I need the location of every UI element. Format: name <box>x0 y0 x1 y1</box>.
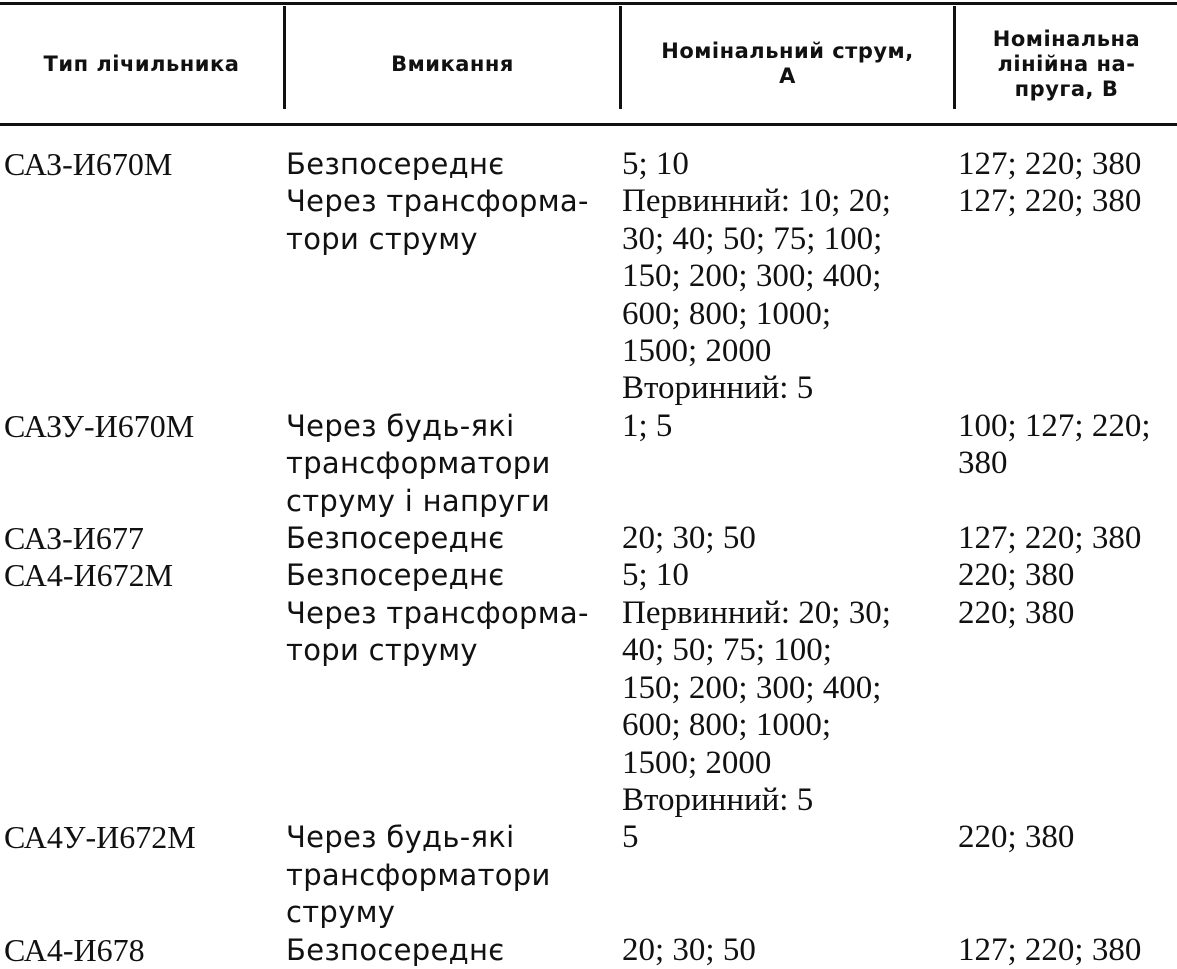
rated-current-line: Вторинний: 5 <box>622 370 814 407</box>
rated-voltage-line: 100; 127; 220; <box>958 407 1151 444</box>
connection-cell <box>286 557 622 594</box>
rated-voltage-line: 127; 220; 380 <box>958 146 1142 182</box>
rated-voltage-line: 127; 220; 380 <box>958 183 1142 220</box>
rated-current-line: 5; 10 <box>622 557 689 594</box>
connection-line: тори струму <box>286 221 478 256</box>
rated-current-cell <box>622 520 958 557</box>
header-connection-label: Вмикання <box>391 51 514 76</box>
table-row <box>0 146 1177 183</box>
rated-current-line: 5 <box>622 819 639 856</box>
rated-current-cell <box>622 819 958 856</box>
rated-voltage-line: 220; 380 <box>958 557 1075 594</box>
rated-current-line: Вторинний: 5 <box>622 781 814 818</box>
rated-current-cell <box>622 595 958 819</box>
meter-type: САЗ-И677 <box>4 520 144 557</box>
rated-current-line: 1500; 2000 <box>622 744 772 781</box>
table-row <box>0 183 1177 407</box>
top-rule <box>0 2 1177 5</box>
rated-current-line: 40; 50; 75; 100; <box>622 632 832 669</box>
rated-voltage-cell <box>958 819 1177 856</box>
rated-voltage-line: 220; 380 <box>958 594 1075 631</box>
connection-line: Безпосереднє <box>286 521 505 556</box>
table-body <box>0 146 1177 969</box>
rated-voltage-cell <box>958 557 1177 594</box>
rated-current-line: 600; 800; 1000; <box>622 707 832 744</box>
connection-line: Через будь-які <box>286 408 515 443</box>
connection-cell <box>286 595 622 670</box>
header-type-label: Тип лічильника <box>43 51 240 76</box>
meter-type: САЗУ-И670М <box>4 407 195 444</box>
rated-current-line: 150; 200; 300; 400; <box>622 669 882 706</box>
rated-voltage-cell <box>958 595 1177 632</box>
meter-type-cell <box>0 557 286 594</box>
table-row <box>0 408 1177 520</box>
connection-cell <box>286 183 622 258</box>
header-voltage-line-1: Номінальна <box>992 26 1141 51</box>
connection-line: Через будь-які <box>286 820 515 855</box>
meter-type: САЗ-И670М <box>4 146 173 182</box>
rated-current-line: 150; 200; 300; 400; <box>622 258 882 295</box>
table-row <box>0 595 1177 819</box>
rated-current-line: 20; 30; 50 <box>622 520 756 557</box>
meter-type-cell <box>0 520 286 557</box>
meter-type: СА4У-И672М <box>4 819 196 856</box>
connection-line: трансформатори <box>286 446 551 481</box>
connection-line: струму і напруги <box>286 483 551 518</box>
header-connection <box>286 8 619 120</box>
rated-current-cell <box>622 183 958 407</box>
connection-cell <box>286 146 622 183</box>
meter-type-cell <box>0 819 286 856</box>
rated-voltage-line: 127; 220; 380 <box>958 520 1142 557</box>
rated-voltage-cell <box>958 408 1177 483</box>
rated-voltage-line: 127; 220; 380 <box>958 931 1142 968</box>
connection-line: Безпосереднє <box>286 147 505 181</box>
meter-type-cell <box>0 932 286 969</box>
rated-current-line: Первинний: 10; 20; <box>622 183 891 220</box>
rated-current-line: 1500; 2000 <box>622 333 772 370</box>
rated-voltage-line: 220; 380 <box>958 819 1075 856</box>
rated-voltage-cell <box>958 520 1177 557</box>
rated-current-line: 600; 800; 1000; <box>622 295 832 332</box>
connection-line: струму <box>286 895 396 930</box>
header-rule <box>0 123 1177 126</box>
connection-line: Через трансформа- <box>286 595 589 630</box>
header-type <box>0 8 283 120</box>
table-row <box>0 520 1177 557</box>
rated-current-line: Первинний: 20; 30; <box>622 594 891 631</box>
meter-type: СА4-И678 <box>4 931 145 968</box>
table-row <box>0 819 1177 931</box>
rated-voltage-line: 380 <box>958 445 1008 482</box>
connection-cell <box>286 932 622 969</box>
meter-type-cell <box>0 408 286 445</box>
rated-current-cell <box>622 408 958 445</box>
connection-cell <box>286 408 622 520</box>
meter-type: СА4-И672М <box>4 557 174 594</box>
connection-line: трансформатори <box>286 857 551 892</box>
rated-current-line: 20; 30; 50 <box>622 931 756 968</box>
connection-line: Безпосереднє <box>286 932 505 967</box>
rated-voltage-cell <box>958 932 1177 969</box>
connection-line: тори струму <box>286 633 478 668</box>
rated-current-line: 5; 10 <box>622 146 689 182</box>
rated-current-line: 1; 5 <box>622 407 673 444</box>
header-current-line-1: Номінальний струм, <box>661 39 914 63</box>
connection-cell <box>286 819 622 931</box>
table-row <box>0 557 1177 594</box>
connection-line: Через трансформа- <box>286 184 589 219</box>
connection-cell <box>286 520 622 557</box>
header-voltage-line-3: пруга, В <box>1014 76 1119 101</box>
header-voltage <box>956 8 1177 120</box>
rated-current-cell <box>622 146 958 183</box>
header-current <box>622 8 953 120</box>
rated-current-cell <box>622 932 958 969</box>
header-voltage-line-2: лінійна на- <box>997 51 1136 76</box>
connection-line: Безпосереднє <box>286 558 505 593</box>
meter-type-cell <box>0 146 286 183</box>
rated-voltage-cell <box>958 183 1177 220</box>
header-current-line-2: А <box>779 64 796 88</box>
rated-current-line: 30; 40; 50; 75; 100; <box>622 220 883 257</box>
rated-voltage-cell <box>958 146 1177 183</box>
table-row <box>0 932 1177 969</box>
rated-current-cell <box>622 557 958 594</box>
